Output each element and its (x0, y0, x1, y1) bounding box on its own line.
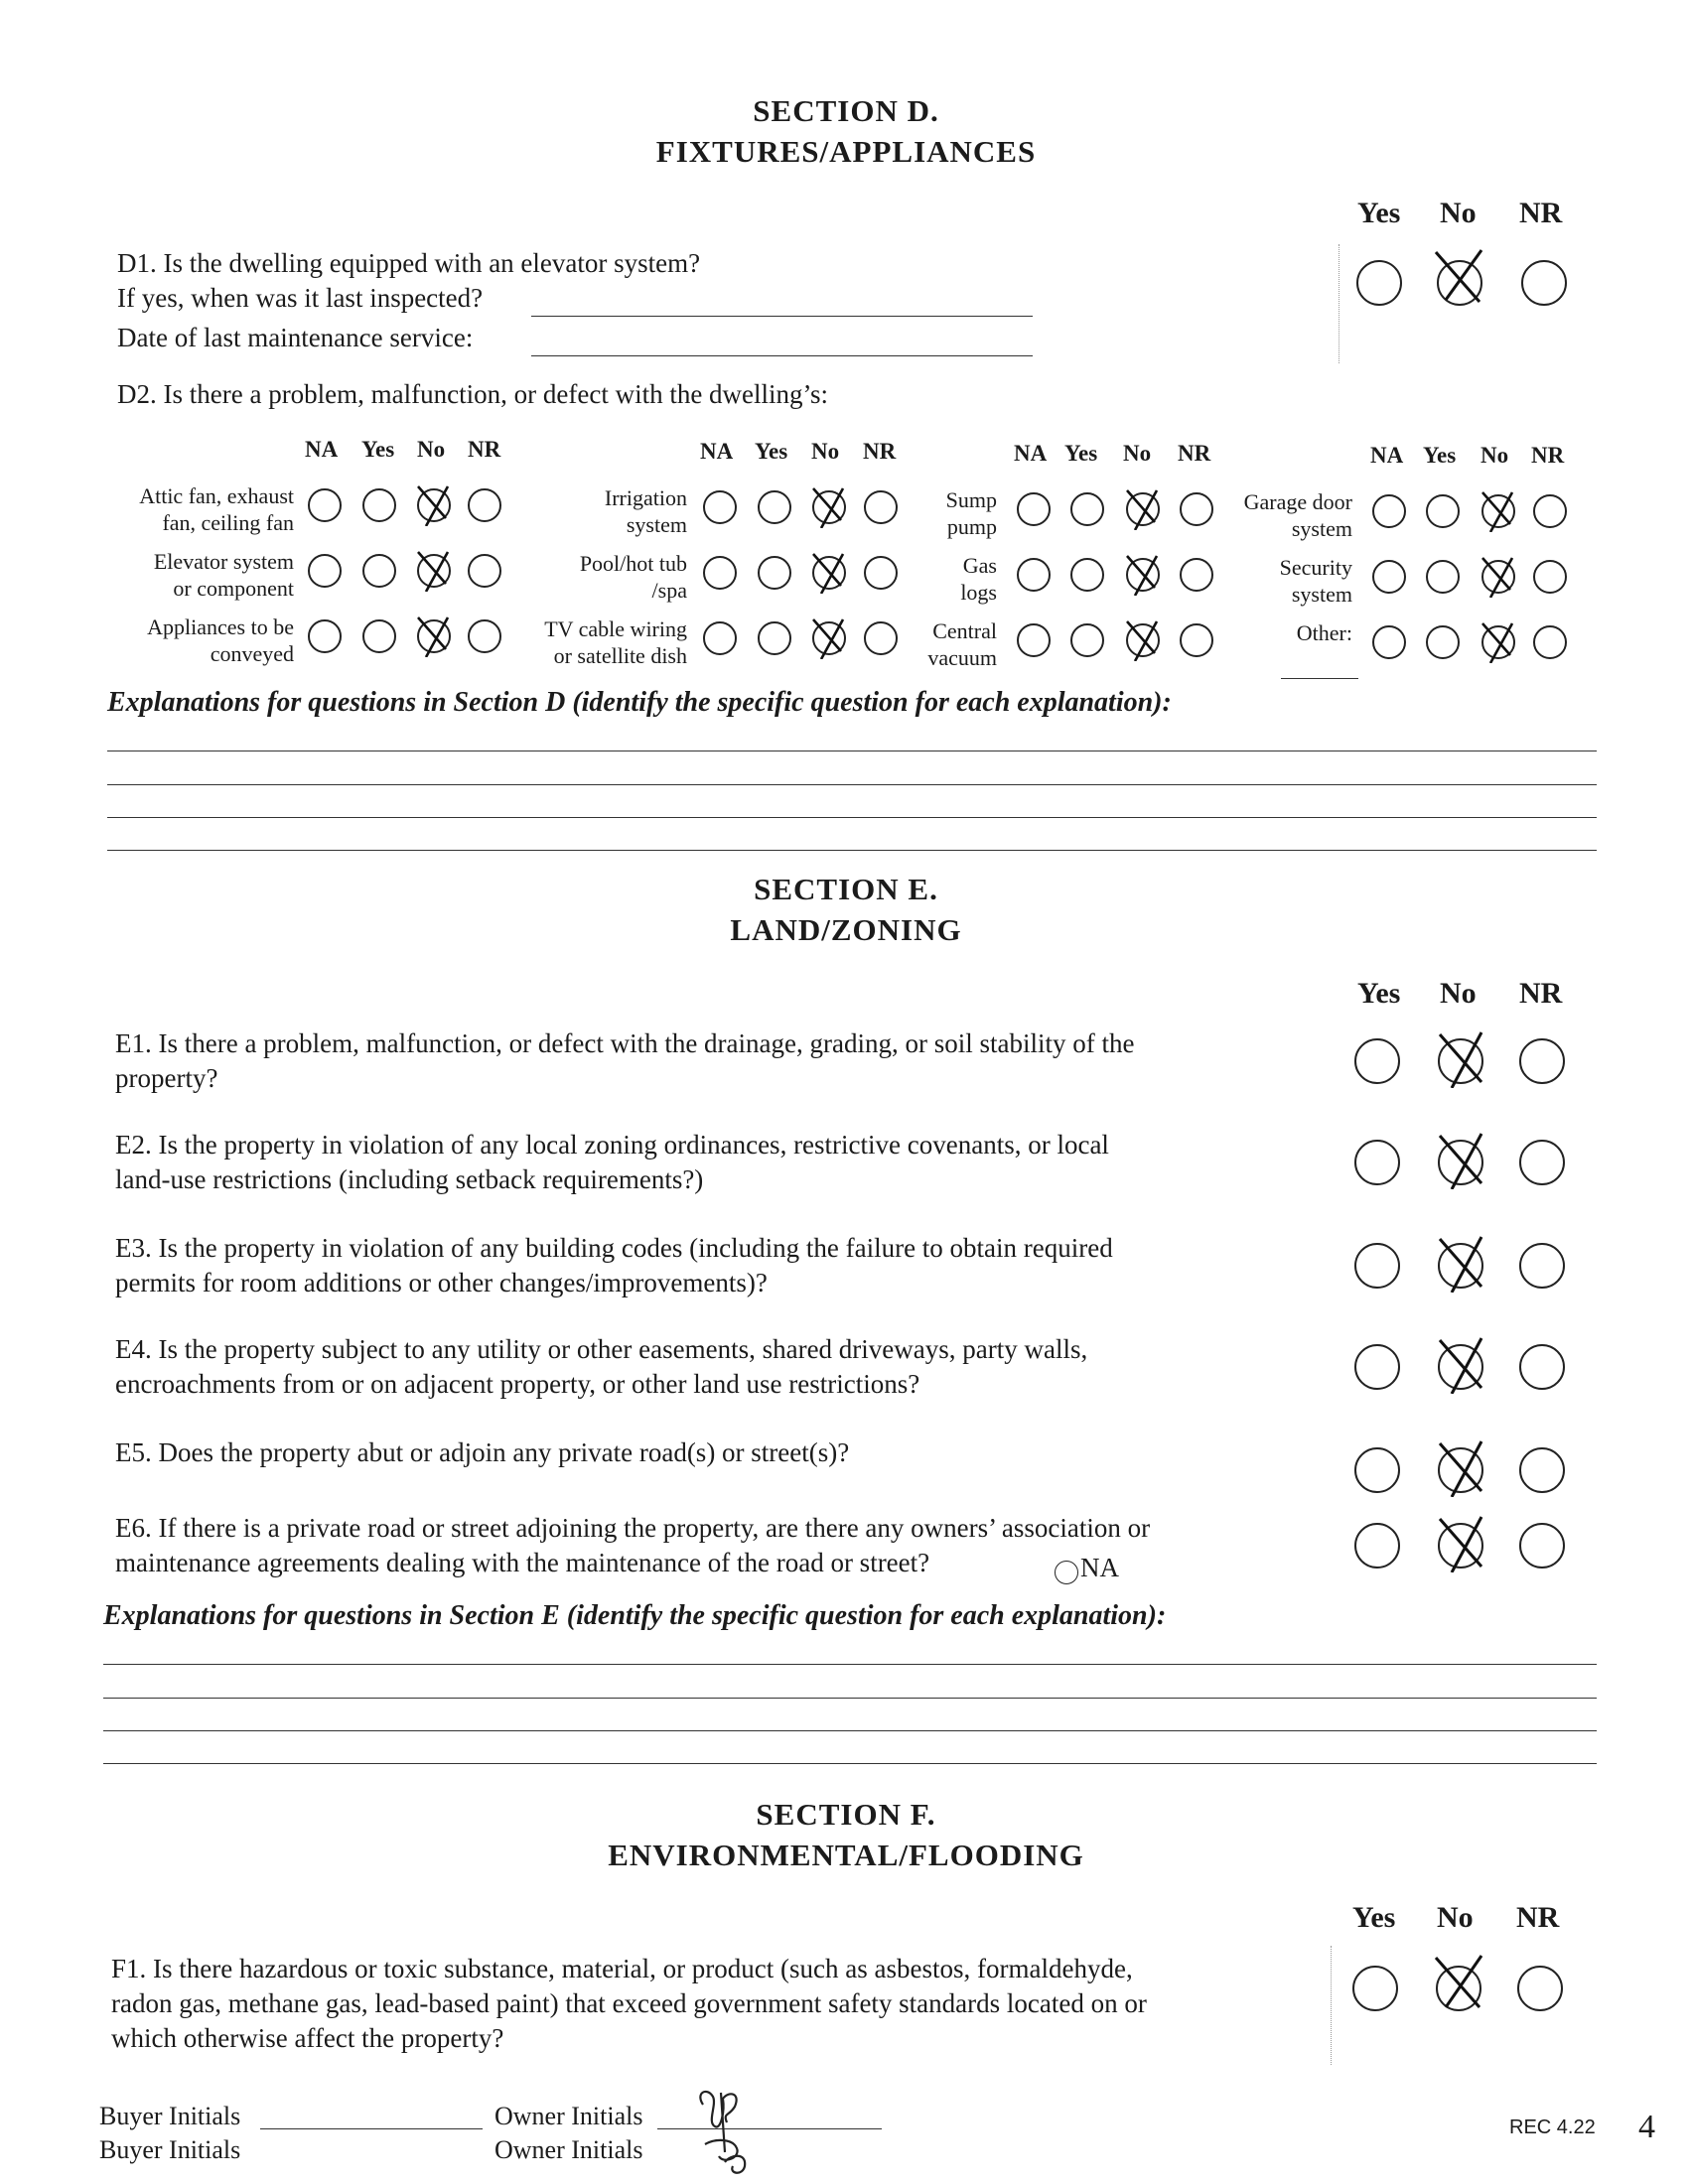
item-na-radio[interactable] (703, 556, 737, 590)
item-na-radio[interactable] (1017, 558, 1051, 592)
explanation-line[interactable] (103, 1763, 1597, 1764)
d1-yes-radio[interactable] (1356, 260, 1402, 306)
f1-yes-radio[interactable] (1352, 1966, 1398, 2011)
header-yes: Yes (1064, 441, 1098, 466)
e1-nr-radio[interactable] (1519, 1038, 1565, 1084)
item-label-line1: Appliances to be (147, 614, 294, 639)
page-number: 4 (1638, 2109, 1655, 2145)
item-na-radio[interactable] (1372, 625, 1406, 659)
buyer-initials-field[interactable] (260, 2128, 483, 2129)
item-na-radio[interactable] (308, 619, 342, 653)
item-label-line2: vacuum (927, 645, 997, 670)
item-nr-radio[interactable] (1533, 560, 1567, 594)
item-label (95, 614, 294, 667)
section-d-explanations-label: Explanations for questions in Section D (identify the specific question for each explanation): (107, 687, 1172, 718)
header-yes: Yes (755, 439, 788, 464)
item-na-radio[interactable] (308, 554, 342, 588)
item-label-line2: or component (173, 576, 294, 601)
e6-yes-radio[interactable] (1354, 1523, 1400, 1569)
item-label-line1: Attic fan, exhaust (139, 483, 294, 508)
item-label-line2: system (1291, 582, 1352, 607)
item-label-line2: conveyed (210, 641, 294, 666)
question-d1: D1. Is the dwelling equipped with an elevator system? (117, 248, 701, 278)
question-f1: F1. Is there hazardous or toxic substance, material, or product (such as asbestos, formaldehyde, (111, 1954, 1133, 1983)
owner-initials-label: Owner Initials (494, 2102, 643, 2130)
other-field[interactable] (1281, 678, 1358, 679)
header-nr: NR (863, 439, 897, 464)
explanation-line[interactable] (103, 1730, 1597, 1731)
e3-no-check-mark (1432, 1233, 1491, 1293)
item-yes-radio[interactable] (362, 619, 396, 653)
f-col-no: No (1437, 1901, 1474, 1934)
item-label (798, 486, 997, 540)
question-e4-line2: encroachments from or on adjacent property, or other land use restrictions? (115, 1369, 920, 1399)
item-label-line1: Elevator system (153, 549, 294, 574)
explanation-line[interactable] (103, 1664, 1597, 1665)
d1-nr-radio[interactable] (1521, 260, 1567, 306)
question-f1-line3: which otherwise affect the property? (111, 2023, 504, 2053)
question-e1-line2: property? (115, 1063, 218, 1093)
d-col-nr: NR (1519, 197, 1563, 229)
explanation-line[interactable] (107, 817, 1597, 818)
item-yes-radio[interactable] (1070, 558, 1104, 592)
item-label-line1: TV cable wiring (544, 616, 687, 641)
item-yes-radio[interactable] (1426, 494, 1460, 528)
item-nr-radio[interactable] (1533, 625, 1567, 659)
d1-no-check-mark (1430, 246, 1489, 306)
item-label-line2: pump (946, 514, 997, 539)
question-d2: D2. Is there a problem, malfunction, or defect with the dwelling’s: (117, 379, 829, 409)
question-e6-line2: maintenance agreements dealing with the maintenance of the road or street? (115, 1548, 930, 1577)
item-yes-radio[interactable] (758, 621, 791, 655)
item-label (489, 484, 687, 538)
question-e1: E1. Is there a problem, malfunction, or defect with the drainage, grading, or soil stability of the (115, 1028, 1135, 1058)
item-label-line2: fan, ceiling fan (162, 510, 294, 535)
explanation-line[interactable] (103, 1698, 1597, 1699)
header-na: NA (1370, 443, 1404, 468)
e6-no-check-mark (1432, 1513, 1491, 1572)
buyer-initials-label: Buyer Initials (99, 2135, 241, 2164)
f1-no-check-mark (1430, 1952, 1489, 2011)
item-nr-radio[interactable] (1533, 494, 1567, 528)
e4-yes-radio[interactable] (1354, 1344, 1400, 1390)
e2-nr-radio[interactable] (1519, 1140, 1565, 1185)
question-d1-inspected: If yes, when was it last inspected? (117, 283, 484, 313)
item-label-line1: Security (1279, 555, 1352, 580)
item-label-line1: Irrigation (604, 485, 687, 510)
question-f1-line2: radon gas, methane gas, lead-based paint) that exceed government safety standards located on or (111, 1988, 1147, 2018)
e2-yes-radio[interactable] (1354, 1140, 1400, 1185)
header-no: No (417, 437, 446, 462)
item-yes-radio[interactable] (1426, 560, 1460, 594)
item-label (798, 617, 997, 671)
section-e-subtitle: LAND/ZONING (730, 912, 962, 947)
divider (1339, 244, 1340, 363)
question-e5: E5. Does the property abut or adjoin any private road(s) or street(s)? (115, 1437, 850, 1467)
owner-initials-label: Owner Initials (494, 2135, 643, 2164)
item-label (798, 552, 997, 606)
e4-no-check-mark (1432, 1334, 1491, 1394)
e5-no-check-mark (1432, 1437, 1491, 1497)
d1-maintenance-field[interactable] (531, 355, 1033, 356)
question-d1-maintenance: Date of last maintenance service: (117, 323, 474, 352)
e-col-yes: Yes (1357, 977, 1401, 1010)
question-e6: E6. If there is a private road or street adjoining the property, are there any owners’ association or (115, 1513, 1151, 1543)
question-e2: E2. Is the property in violation of any local zoning ordinances, restrictive covenants, or local (115, 1130, 1109, 1160)
item-label-line1: Other: (1296, 620, 1352, 645)
section-e-title: SECTION E. (754, 872, 938, 906)
item-label-line1: Gas (962, 553, 997, 578)
explanation-line[interactable] (107, 784, 1597, 785)
header-na: NA (305, 437, 339, 462)
item-yes-radio[interactable] (758, 556, 791, 590)
item-label-line2: or satellite dish (553, 643, 687, 668)
item-na-radio[interactable] (1372, 560, 1406, 594)
item-label-line2: /spa (651, 578, 687, 603)
item-yes-radio[interactable] (362, 554, 396, 588)
e3-nr-radio[interactable] (1519, 1243, 1565, 1289)
e1-no-check-mark (1432, 1028, 1491, 1088)
e6-na-label: NA (1080, 1553, 1119, 1582)
item-yes-radio[interactable] (758, 490, 791, 524)
item-na-radio[interactable] (703, 490, 737, 524)
header-na: NA (700, 439, 734, 464)
header-no: No (811, 439, 840, 464)
item-label (1154, 554, 1352, 608)
section-d-title: SECTION D. (753, 93, 939, 128)
item-label (489, 550, 687, 604)
item-na-radio[interactable] (1017, 492, 1051, 526)
item-label-line2: system (1291, 516, 1352, 541)
section-f-subtitle: ENVIRONMENTAL/FLOODING (608, 1838, 1084, 1872)
owner-initials-signature (685, 2083, 765, 2182)
d-col-yes: Yes (1357, 197, 1401, 229)
header-yes: Yes (361, 437, 395, 462)
e4-nr-radio[interactable] (1519, 1344, 1565, 1390)
f-col-nr: NR (1516, 1901, 1560, 1934)
item-na-radio[interactable] (308, 488, 342, 522)
item-label (1154, 619, 1352, 646)
item-no-check-mark (1477, 617, 1520, 663)
f-col-yes: Yes (1352, 1901, 1396, 1934)
header-no: No (1480, 443, 1509, 468)
item-label (95, 482, 294, 536)
question-e2-line2: land-use restrictions (including setback requirements?) (115, 1164, 704, 1194)
section-f-title: SECTION F. (756, 1797, 936, 1832)
item-label-line1: Pool/hot tub (579, 551, 687, 576)
item-label (1154, 488, 1352, 542)
question-e3: E3. Is the property in violation of any building codes (including the failure to obtain required (115, 1233, 1113, 1263)
item-label-line2: logs (960, 580, 997, 605)
header-nr: NR (1178, 441, 1211, 466)
divider (1331, 1946, 1332, 2065)
e6-nr-radio[interactable] (1519, 1523, 1565, 1569)
item-label-line2: system (626, 512, 687, 537)
section-d-subtitle: FIXTURES/APPLIANCES (655, 134, 1037, 169)
header-nr: NR (1531, 443, 1565, 468)
explanation-line[interactable] (107, 850, 1597, 851)
buyer-initials-label: Buyer Initials (99, 2102, 241, 2130)
item-yes-radio[interactable] (1426, 625, 1460, 659)
item-na-radio[interactable] (703, 621, 737, 655)
d1-inspected-field[interactable] (531, 316, 1033, 317)
item-yes-radio[interactable] (1070, 492, 1104, 526)
item-no-check-mark (1477, 486, 1520, 532)
f1-nr-radio[interactable] (1517, 1966, 1563, 2011)
section-e-explanations-label: Explanations for questions in Section E (identify the specific question for each explanation): (103, 1600, 1167, 1631)
item-no-check-mark (412, 612, 456, 657)
e1-yes-radio[interactable] (1354, 1038, 1400, 1084)
item-yes-radio[interactable] (362, 488, 396, 522)
question-e3-line2: permits for room additions or other changes/improvements)? (115, 1268, 768, 1297)
item-label-line1: Garage door (1243, 489, 1352, 514)
header-nr: NR (468, 437, 501, 462)
e-col-no: No (1440, 977, 1477, 1010)
e3-yes-radio[interactable] (1354, 1243, 1400, 1289)
e5-nr-radio[interactable] (1519, 1447, 1565, 1493)
form-code: REC 4.22 (1509, 2116, 1596, 2138)
item-label (95, 548, 294, 602)
d-col-no: No (1440, 197, 1477, 229)
header-no: No (1123, 441, 1152, 466)
item-na-radio[interactable] (1017, 623, 1051, 657)
header-yes: Yes (1423, 443, 1457, 468)
item-label (489, 615, 687, 669)
item-label-line1: Central (932, 618, 997, 643)
e-col-nr: NR (1519, 977, 1563, 1010)
e5-yes-radio[interactable] (1354, 1447, 1400, 1493)
item-no-check-mark (1477, 552, 1520, 598)
header-na: NA (1014, 441, 1048, 466)
item-no-check-mark (412, 480, 456, 526)
item-label-line1: Sump (945, 487, 997, 512)
question-e4: E4. Is the property subject to any utility or other easements, shared driveways, party walls, (115, 1334, 1088, 1364)
item-yes-radio[interactable] (1070, 623, 1104, 657)
e6-na-radio[interactable] (1055, 1561, 1078, 1584)
item-no-check-mark (412, 546, 456, 592)
item-na-radio[interactable] (1372, 494, 1406, 528)
e2-no-check-mark (1432, 1130, 1491, 1189)
